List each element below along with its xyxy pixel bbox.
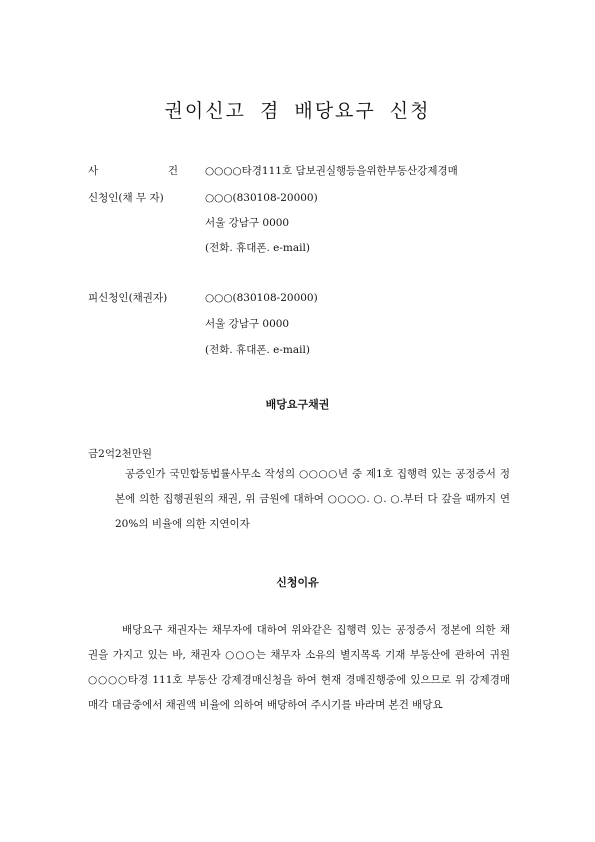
respondent-address: 서울 강남구 0000 (205, 318, 290, 330)
document-title: 권이신고 겸 배당요구 신청 (164, 100, 431, 122)
claim-amount: 금2억2천만원 (88, 448, 153, 460)
case-value: ○○○○타경111호 담보권실행등을위한부동산강제경매 (205, 165, 458, 177)
reason-heading: 신청이유 (276, 576, 319, 589)
reason-body: 배당요구 채권자는 채무자에 대하여 위와같은 집행력 있는 공정증서 정본에 의한 채권을 가지고 있는 바, 채권자 ○○○는 채무자 소유의 별지목록 기재 부동산에 관하여 귀원 ○○○○타경 111호 부동산 강제경매신청을 하여 현재 경매진행중에 있으므로 위 강제경매 매각 대금중에서 채권액 비율에 의하여 배당하여 주시기를 바라며 본건 배당요 (88, 624, 510, 711)
case-label-right: 건 (167, 165, 178, 177)
case-label-left: 사 (88, 165, 99, 177)
applicant-address: 서울 강남구 0000 (205, 217, 290, 229)
respondent-name: ○○○(830108-20000) (205, 292, 318, 304)
claim-body: 공증인가 국민합동법률사무소 작성의 ○○○○년 중 제1호 집행력 있는 공정증서 정본에 의한 집행권원의 채권, 위 금원에 대하여 ○○○○. ○. ○.부터 다 갚을 때까지 연 20%의 비율에 의한 지연이자 (115, 468, 510, 530)
claim-heading: 배당요구채권 (265, 398, 330, 411)
case-label (88, 164, 178, 178)
applicant-contact: (전화. 휴대폰. e-mail) (205, 242, 310, 254)
respondent-label: 피신청인(채권자) (88, 292, 168, 304)
applicant-name: ○○○(830108-20000) (205, 192, 318, 204)
applicant-label: 신청인(채 무 자) (88, 192, 164, 204)
respondent-contact: (전화. 휴대폰. e-mail) (205, 344, 310, 356)
